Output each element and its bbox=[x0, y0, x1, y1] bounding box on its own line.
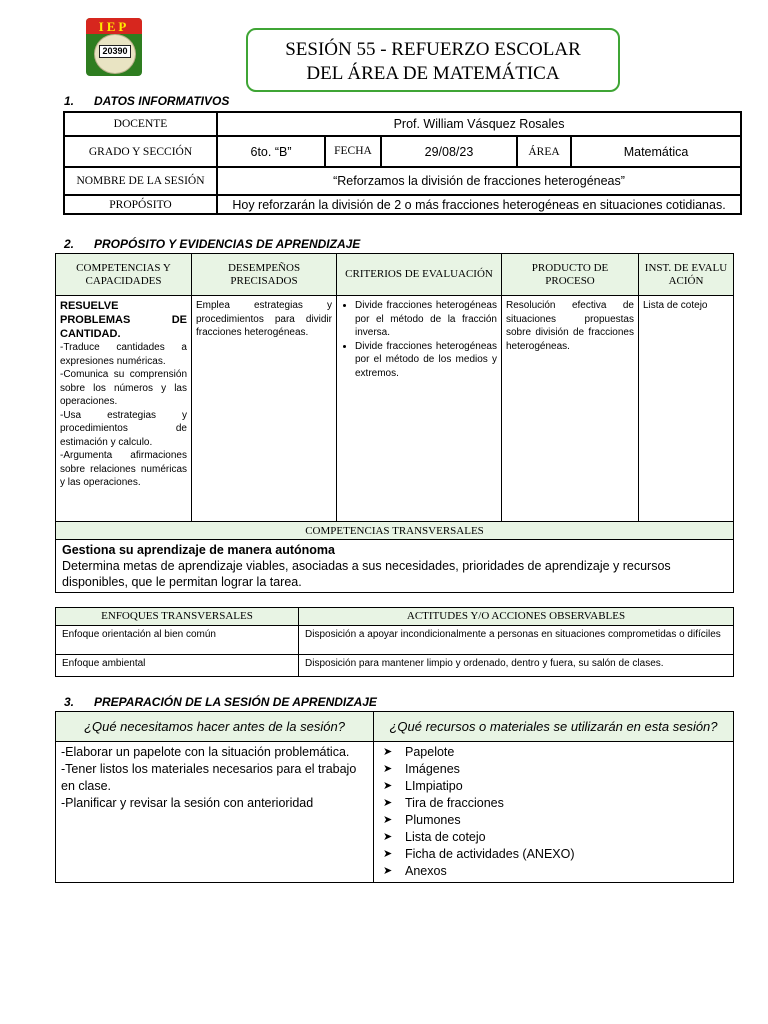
header-producto: PRODUCTO DE PROCESO bbox=[502, 254, 639, 296]
area-value: Matemática bbox=[571, 136, 741, 167]
sesion-value: “Reforzamos la división de fracciones heterogéneas” bbox=[217, 167, 741, 195]
datos-informativos-table bbox=[63, 111, 742, 215]
capacidad-item: -Usa estrategias y procedimientos de estimación y calculo. bbox=[60, 409, 187, 448]
arrow-bullet-icon: ➤ bbox=[383, 780, 393, 792]
logo-number: 20390 bbox=[99, 45, 131, 58]
antes-item: -Tener listos los materiales necesarios para el trabajo en clase. bbox=[61, 762, 357, 793]
recurso-item: ➤ LImpiatipo bbox=[383, 779, 463, 793]
arrow-bullet-icon: ➤ bbox=[383, 763, 393, 775]
header-competencias: COMPETENCIAS Y CAPACIDADES bbox=[56, 254, 192, 296]
competencia-title: RESUELVE PROBLEMAS DE CANTIDAD. bbox=[60, 300, 187, 340]
criterio-item: • Divide fracciones heterogéneas por el método de los medios y extremos. bbox=[355, 340, 497, 381]
instrumento-cell: Lista de cotejo bbox=[639, 296, 734, 522]
grado-value: 6to. “B” bbox=[217, 136, 325, 167]
proposito-label: PROPÓSITO bbox=[64, 195, 217, 214]
recurso-item: ➤ Ficha de actividades (ANEXO) bbox=[383, 847, 575, 861]
competencias-cell bbox=[56, 296, 192, 522]
recurso-item: ➤ Lista de cotejo bbox=[383, 830, 486, 844]
recursos-cell bbox=[374, 742, 734, 883]
recurso-item: ➤ Anexos bbox=[383, 864, 447, 878]
transversal-cell bbox=[56, 540, 734, 593]
section-1-heading: 1. DATOS INFORMATIVOS bbox=[64, 94, 230, 108]
docente-value: Prof. William Vásquez Rosales bbox=[217, 112, 741, 136]
sesion-label: NOMBRE DE LA SESIÓN bbox=[64, 167, 217, 195]
fecha-label: FECHA bbox=[325, 136, 381, 167]
transversal-title: Gestiona su aprendizaje de manera autónoma bbox=[62, 543, 335, 557]
fecha-value: 29/08/23 bbox=[381, 136, 517, 167]
antes-cell bbox=[56, 742, 374, 883]
recurso-item: ➤ Papelote bbox=[383, 745, 455, 759]
section-3-heading: 3. PREPARACIÓN DE LA SESIÓN DE APRENDIZAJE bbox=[64, 695, 377, 709]
recurso-item: ➤ Imágenes bbox=[383, 762, 460, 776]
criterio-item: • Divide fracciones heterogéneas por el método de la fracción inversa. bbox=[355, 299, 497, 340]
arrow-bullet-icon: ➤ bbox=[383, 831, 393, 843]
evidencias-table bbox=[55, 253, 734, 593]
session-title-line1: SESIÓN 55 - REFUERZO ESCOLAR bbox=[285, 39, 581, 60]
actitud-cell: Disposición a apoyar incondicionalmente a personas en situaciones comprometidas o difíciles bbox=[299, 626, 734, 655]
enfoques-table bbox=[55, 607, 734, 677]
capacidad-item: -Traduce cantidades a expresiones numéricas. bbox=[60, 342, 187, 367]
transversales-heading: COMPETENCIAS TRANSVERSALES bbox=[56, 522, 734, 540]
preparacion-table bbox=[55, 711, 734, 883]
header-antes: ¿Qué necesitamos hacer antes de la sesión? bbox=[56, 712, 374, 742]
enfoque-cell: Enfoque orientación al bien común bbox=[56, 626, 299, 655]
header-criterios: CRITERIOS DE EVALUACIÓN bbox=[337, 254, 502, 296]
grado-label: GRADO Y SECCIÓN bbox=[64, 136, 217, 167]
desempeno-cell: Emplea estrategias y procedimientos para dividir fracciones heterogéneas. bbox=[192, 296, 337, 522]
section-2-heading: 2. PROPÓSITO Y EVIDENCIAS DE APRENDIZAJE bbox=[64, 237, 361, 251]
arrow-bullet-icon: ➤ bbox=[383, 746, 393, 758]
antes-item: -Elaborar un papelote con la situación problemática. bbox=[61, 745, 350, 759]
transversal-text: Determina metas de aprendizaje viables, asociadas a sus necesidades, prioridades de aprendizaje y recursos disponibles, que le permitan lograr la tarea. bbox=[62, 559, 671, 589]
arrow-bullet-icon: ➤ bbox=[383, 814, 393, 826]
area-label: ÁREA bbox=[517, 136, 571, 167]
logo-letters: IEP bbox=[98, 19, 130, 34]
capacidad-item: -Comunica su comprensión sobre los números y las operaciones. bbox=[60, 369, 187, 407]
docente-label: DOCENTE bbox=[64, 112, 217, 136]
session-title-box bbox=[246, 28, 620, 92]
criterios-cell bbox=[337, 296, 502, 522]
recurso-item: ➤ Plumones bbox=[383, 813, 461, 827]
proposito-value: Hoy reforzarán la división de 2 o más fracciones heterogéneas en situaciones cotidianas. bbox=[217, 195, 741, 214]
header-actitudes: ACTITUDES Y/O ACCIONES OBSERVABLES bbox=[299, 608, 734, 626]
header-instrumento: INST. DE EVALUACIÓN bbox=[639, 254, 734, 296]
producto-cell: Resolución efectiva de situaciones propuestas sobre división de fracciones heterogéneas. bbox=[502, 296, 639, 522]
header-recursos: ¿Qué recursos o materiales se utilizarán en esta sesión? bbox=[374, 712, 734, 742]
actitud-cell: Disposición para mantener limpio y ordenado, dentro y fuera, su salón de clases. bbox=[299, 655, 734, 677]
arrow-bullet-icon: ➤ bbox=[383, 848, 393, 860]
antes-item: -Planificar y revisar la sesión con anterioridad bbox=[61, 796, 314, 810]
arrow-bullet-icon: ➤ bbox=[383, 865, 393, 877]
header-enfoques: ENFOQUES TRANSVERSALES bbox=[56, 608, 299, 626]
enfoque-cell: Enfoque ambiental bbox=[56, 655, 299, 677]
session-title-line2: DEL ÁREA DE MATEMÁTICA bbox=[306, 63, 560, 84]
header-desempenos: DESEMPEÑOS PRECISADOS bbox=[192, 254, 337, 296]
school-logo bbox=[86, 18, 142, 76]
recurso-item: ➤ Tira de fracciones bbox=[383, 796, 504, 810]
arrow-bullet-icon: ➤ bbox=[383, 797, 393, 809]
capacidad-item: -Argumenta afirmaciones sobre relaciones numéricas y las operaciones. bbox=[60, 450, 187, 488]
